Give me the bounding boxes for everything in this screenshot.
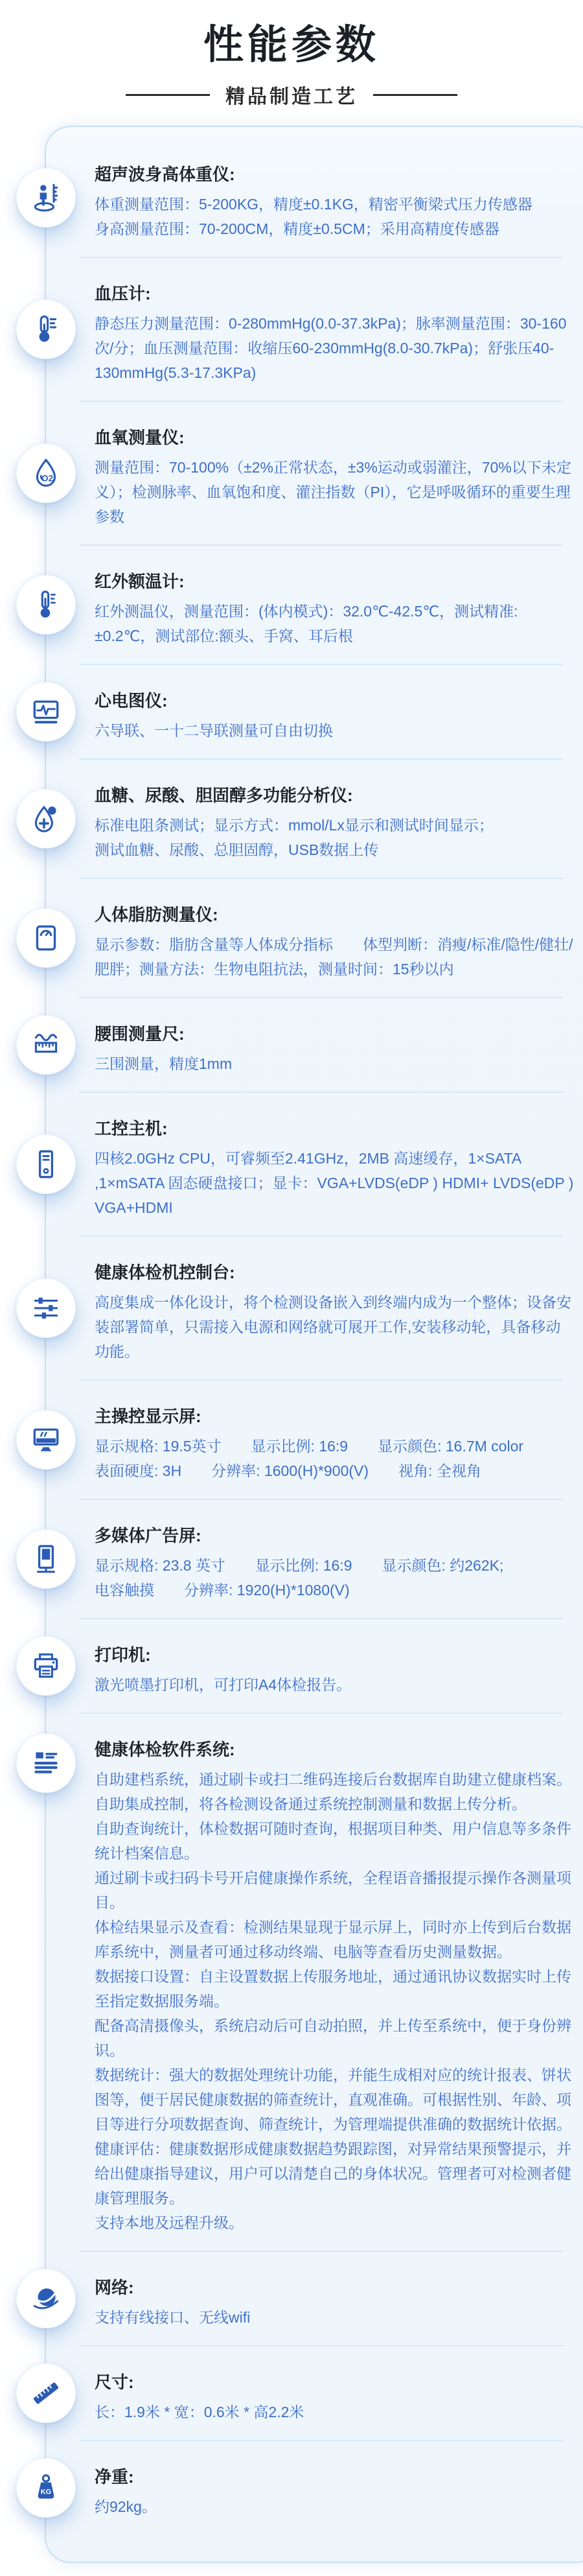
section-title: 红外额温计: — [95, 572, 185, 591]
section-title: 净重: — [95, 2467, 134, 2487]
spec-section-ad-display — [95, 1500, 574, 1618]
section-text-line: 六导联、一十二导联测量可自由切换 — [95, 722, 333, 739]
network-globe-icon — [16, 2269, 76, 2328]
section-text-line: 自助集成控制，将各检测设备通过系统控制测量和数据上传分析。 — [95, 1796, 527, 1812]
section-text-line: 三围测量，精度1mm — [95, 1055, 233, 1072]
blood-pressure-icon — [16, 299, 76, 359]
section-title: 健康体检软件系统: — [95, 1740, 235, 1759]
section-text-line: 测试血糖、尿酸、总胆固醇，USB数据上传 — [95, 841, 379, 858]
ruler-icon — [16, 2363, 76, 2423]
section-text-line: 静态压力测量范围：0-280mmHg(0.0-37.3kPa)；脉率测量范围：30-160次/分；血压测量范围：收缩压60-230mmHg(8.0-30.7kPa)；舒张压40-130mmHg(5.3-17.3KPa) — [95, 315, 567, 381]
section-text-line: 体重测量范围：5-200KG，精度±0.1KG，精密平衡梁式压力传感器 — [95, 196, 532, 213]
section-text-line: 支持有线接口、无线wifi — [95, 2309, 251, 2326]
section-title: 多媒体广告屏: — [95, 1526, 201, 1545]
section-text-line: 自助建档系统，通过刷卡或扫二维码连接后台数据库自助建立健康档案。 — [95, 1771, 571, 1788]
section-title: 打印机: — [95, 1645, 151, 1665]
section-title: 血氧测量仪: — [95, 428, 185, 447]
waist-measure-icon — [16, 1015, 76, 1075]
console-sliders-icon — [16, 1278, 76, 1338]
section-title: 工控主机: — [95, 1119, 168, 1138]
spec-section-waist-ruler — [95, 998, 574, 1092]
spec-section-ecg-machine — [95, 665, 574, 758]
section-title: 腰围测量尺: — [95, 1024, 185, 1044]
section-title: 超声波身高体重仪: — [95, 165, 235, 184]
spec-section-main-display — [95, 1381, 574, 1499]
section-text-line: 标准电阻条测试；显示方式：mmol/Lx显示和测试时间显示； — [95, 817, 494, 834]
weight-kg-icon — [16, 2458, 76, 2518]
oxygen-drop-icon — [16, 443, 76, 503]
section-text-line: 显示规格: 23.8 英寸 显示比例: 16:9 显示颜色: 约262K; — [95, 1557, 504, 1574]
spec-section-dimensions — [95, 2347, 574, 2440]
section-text-line: 显示规格: 19.5英寸 显示比例: 16:9 显示颜色: 16.7M color — [95, 1438, 524, 1455]
section-title: 尺寸: — [95, 2372, 134, 2392]
spec-section-network — [95, 2252, 574, 2345]
body-fat-scale-icon — [16, 908, 76, 968]
spec-section-printer — [95, 1619, 574, 1713]
section-text-line: 健康评估：健康数据形成健康数据趋势跟踪图，对异常结果预警提示，并给出健康指导建议，用户可以清楚自己的身体状况。管理者可对检测者健康管理服务。 — [95, 2140, 571, 2207]
software-list-icon — [16, 1733, 76, 1793]
section-text-line: 激光喷墨打印机，可打印A4体检报告。 — [95, 1676, 352, 1693]
spec-section-ultrasound-height-weight — [95, 139, 574, 257]
spec-section-net-weight — [95, 2441, 574, 2535]
monitor-icon — [16, 1410, 76, 1469]
spec-section-infrared-thermometer — [95, 546, 574, 664]
spec-section-industrial-pc — [95, 1093, 578, 1235]
subtitle-row — [0, 80, 583, 109]
spec-card — [45, 126, 583, 2563]
section-title: 网络: — [95, 2278, 134, 2297]
section-text-line: 测量范围：70-100%（±2%正常状态，±3%运动或弱灌注，70%以下未定义）；检测脉率、血氧饱和度、灌注指数（PI），它是呼吸循环的重要生理参数 — [95, 459, 571, 525]
height-weight-icon — [16, 168, 76, 228]
printer-icon — [16, 1636, 76, 1696]
blood-drop-cross-icon — [16, 789, 76, 849]
section-text-line: 体检结果显示及查看：检测结果显现于显示屏上，同时亦上传到后台数据库系统中，测量者可通过移动终端、电脑等查看历史测量数据。 — [95, 1919, 571, 1960]
spec-section-blood-oxygen-meter — [95, 402, 574, 544]
section-title: 心电图仪: — [95, 691, 168, 710]
section-text-line: 身高测量范围：70-200CM，精度±0.5CM；采用高精度传感器 — [95, 220, 499, 237]
ecg-monitor-icon — [16, 682, 76, 742]
section-text-line: 约92kg。 — [95, 2498, 157, 2515]
page-title: 性能参数 — [203, 23, 380, 67]
page-subtitle: 精品制造工艺 — [225, 86, 358, 108]
section-text-line: 表面硬度: 3H 分辨率: 1600(H)*900(V) 视角: 全视角 — [95, 1462, 481, 1479]
section-text-line: 电容触摸 分辨率: 1920(H)*1080(V) — [95, 1582, 350, 1598]
section-text-line: 四核2.0GHz CPU，可睿频至2.41GHz，2MB 高速缓存，1×SATA ,1×mSATA 固态硬盘接口；显卡：VGA+LVDS(eDP ) HDMI+ LVDS(eDP ) VGA+HDMI — [95, 1150, 578, 1216]
spec-section-blood-pressure-monitor — [95, 258, 574, 401]
subtitle-left-rule — [126, 94, 210, 96]
subtitle-right-rule — [373, 94, 457, 96]
section-text-line: 红外测温仪，测量范围：(体内模式)：32.0℃-42.5℃，测试精准:±0.2℃，测试部位:额头、手窝、耳后根 — [95, 603, 518, 644]
section-title: 健康体检机控制台: — [95, 1263, 235, 1282]
section-text-line: 数据统计：强大的数据处理统计功能，并能生成相对应的统计报表、饼状图等，便于居民健康数据的筛查统计，直观准确。可根据性别、年龄、项目等进行分项数据查询、筛查统计，为管理端提供准确的数据统计依据。 — [95, 2067, 571, 2133]
section-text-line: 数据接口设置：自主设置数据上传服务地址，通过通讯协议数据实时上传至指定数据服务端。 — [95, 1968, 571, 2009]
section-title: 主操控显示屏: — [95, 1407, 201, 1426]
section-title: 人体脂肪测量仪: — [95, 905, 218, 924]
section-text-line: 配备高清摄像头，系统启动后可自动拍照，并上传至系统中，便于身份辨识。 — [95, 2017, 571, 2059]
section-text-line: 显示参数：脂肪含量等人体成分指标 体型判断：消瘦/标准/隐性/健壮/肥胖；测量方法：生物电阻抗法，测量时间：15秒以内 — [95, 936, 573, 978]
thermometer-icon — [16, 575, 76, 635]
spec-section-multi-analyzer — [95, 760, 574, 878]
section-text-line: 高度集成一体化设计，将个检测设备嵌入到终端内成为一个整体；设备安装部署简单，只需接入电源和网络就可展开工作,安装移动轮，具备移动功能。 — [95, 1294, 571, 1360]
section-title: 血糖、尿酸、胆固醇多功能分析仪: — [95, 786, 353, 805]
page-header — [0, 0, 583, 109]
spec-section-software-system — [95, 1714, 574, 2251]
spec-section-body-fat-analyzer — [95, 879, 574, 997]
section-text-line: 长：1.9米 * 宽：0.6米 * 高2.2米 — [95, 2404, 304, 2420]
section-text-line: 通过刷卡或扫码卡号开启健康操作系统，全程语音播报提示操作各测量项目。 — [95, 1869, 571, 1911]
kiosk-screen-icon — [16, 1529, 76, 1589]
section-title: 血压计: — [95, 284, 151, 303]
spec-section-checkup-console — [95, 1237, 574, 1379]
section-text-line: 支持本地及远程升级。 — [95, 2214, 244, 2231]
section-text-line: 自助查询统计，体检数据可随时查询，根据项目种类、用户信息等多条件统计档案信息。 — [95, 1820, 571, 1862]
pc-tower-icon — [16, 1134, 76, 1194]
